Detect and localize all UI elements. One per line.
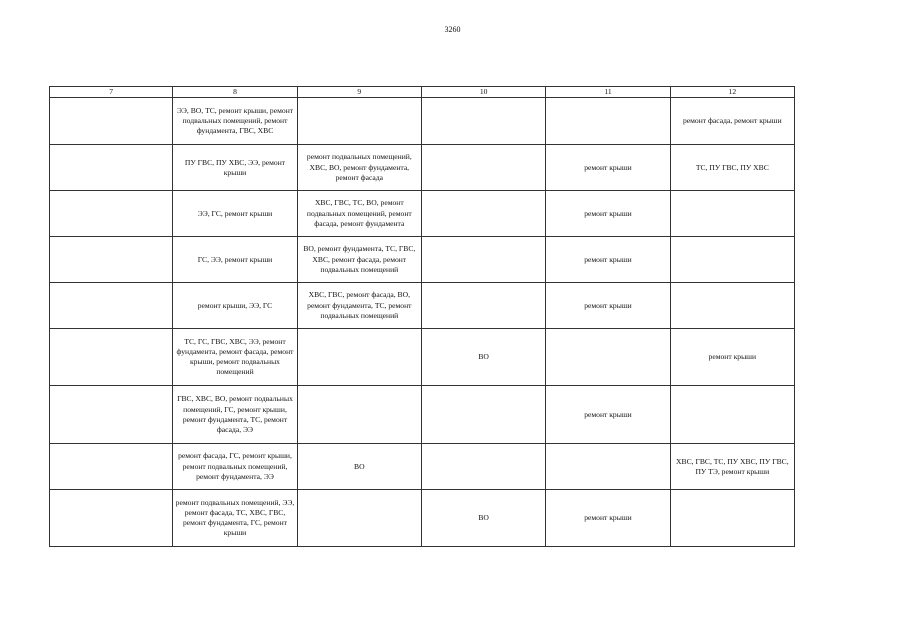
table-cell <box>50 444 173 490</box>
table-cell: ремонт фасада, ГС, ремонт крыши, ремонт подвальных помещений, ремонт фундамента, ЭЭ <box>173 444 297 490</box>
table-cell: ВО <box>421 329 545 386</box>
table-cell: ремонт крыши <box>670 329 794 386</box>
table-cell <box>670 386 794 444</box>
table-cell <box>421 191 545 237</box>
table-cell <box>50 490 173 547</box>
table-cell <box>297 490 421 547</box>
table-cell <box>670 283 794 329</box>
table-cell: ремонт подвальных помещений, ЭЭ, ремонт фасада, ТС, ХВС, ГВС, ремонт фундамента, ГС, ремонт крыши <box>173 490 297 547</box>
table-cell: ГВС, ХВС, ВО, ремонт подвальных помещений, ГС, ремонт крыши, ремонт фундамента, ТС, ремонт фасада, ЭЭ <box>173 386 297 444</box>
page-number: 3260 <box>444 25 461 34</box>
column-header: 12 <box>670 87 794 98</box>
table-cell: ВО, ремонт фундамента, ТС, ГВС, ХВС, ремонт фасада, ремонт подвальных помещений <box>297 237 421 283</box>
table-cell <box>421 237 545 283</box>
table-cell <box>421 444 545 490</box>
table-cell <box>50 145 173 191</box>
table-row <box>50 191 795 237</box>
table-row <box>50 98 795 145</box>
table-cell: ХВС, ГВС, ремонт фасада, ВО, ремонт фундамента, ТС, ремонт подвальных помещений <box>297 283 421 329</box>
table-cell: ВО <box>297 444 421 490</box>
table-cell: ЭЭ, ГС, ремонт крыши <box>173 191 297 237</box>
table-cell <box>546 444 670 490</box>
table-cell <box>421 145 545 191</box>
table-cell: ТС, ГС, ГВС, ХВС, ЭЭ, ремонт фундамента, ремонт фасада, ремонт крыши, ремонт подвальных помещений <box>173 329 297 386</box>
table-cell: ремонт крыши <box>546 283 670 329</box>
work-schedule-table <box>49 86 795 547</box>
table-row <box>50 490 795 547</box>
table-cell: ХВС, ГВС, ТС, ВО, ремонт подвальных помещений, ремонт фасада, ремонт фундамента <box>297 191 421 237</box>
table-cell: ремонт подвальных помещений, ХВС, ВО, ремонт фундамента, ремонт фасада <box>297 145 421 191</box>
table-cell <box>670 237 794 283</box>
table-row <box>50 329 795 386</box>
table-cell <box>50 283 173 329</box>
table-row <box>50 237 795 283</box>
table-cell <box>546 329 670 386</box>
table-cell <box>50 386 173 444</box>
table-cell <box>50 329 173 386</box>
table-cell: ремонт крыши, ЭЭ, ГС <box>173 283 297 329</box>
column-header: 9 <box>297 87 421 98</box>
table-cell <box>297 329 421 386</box>
table-row <box>50 145 795 191</box>
table-cell: ПУ ГВС, ПУ ХВС, ЭЭ, ремонт крыши <box>173 145 297 191</box>
table-cell <box>421 98 545 145</box>
table-cell <box>297 386 421 444</box>
column-header: 8 <box>173 87 297 98</box>
table-cell: ТС, ПУ ГВС, ПУ ХВС <box>670 145 794 191</box>
table-cell: ремонт крыши <box>546 490 670 547</box>
table-cell <box>297 98 421 145</box>
table-cell <box>421 386 545 444</box>
table-cell: ремонт крыши <box>546 145 670 191</box>
table-cell: ЭЭ, ВО, ТС, ремонт крыши, ремонт подвальных помещений, ремонт фундамента, ГВС, ХВС <box>173 98 297 145</box>
table-row <box>50 283 795 329</box>
table-cell: ремонт крыши <box>546 191 670 237</box>
table-cell <box>50 191 173 237</box>
table-cell: ВО <box>421 490 545 547</box>
table-cell: ХВС, ГВС, ТС, ПУ ХВС, ПУ ГВС, ПУ ТЭ, ремонт крыши <box>670 444 794 490</box>
table-cell <box>546 98 670 145</box>
table-cell: ремонт фасада, ремонт крыши <box>670 98 794 145</box>
column-number-row <box>50 87 795 98</box>
table-row <box>50 444 795 490</box>
column-header: 11 <box>546 87 670 98</box>
table-cell <box>670 490 794 547</box>
table-cell <box>421 283 545 329</box>
table-cell <box>50 237 173 283</box>
table-cell: ГС, ЭЭ, ремонт крыши <box>173 237 297 283</box>
table-cell <box>670 191 794 237</box>
table-row <box>50 386 795 444</box>
table-cell <box>50 98 173 145</box>
column-header: 10 <box>421 87 545 98</box>
table-cell: ремонт крыши <box>546 237 670 283</box>
column-header: 7 <box>50 87 173 98</box>
table-cell: ремонт крыши <box>546 386 670 444</box>
